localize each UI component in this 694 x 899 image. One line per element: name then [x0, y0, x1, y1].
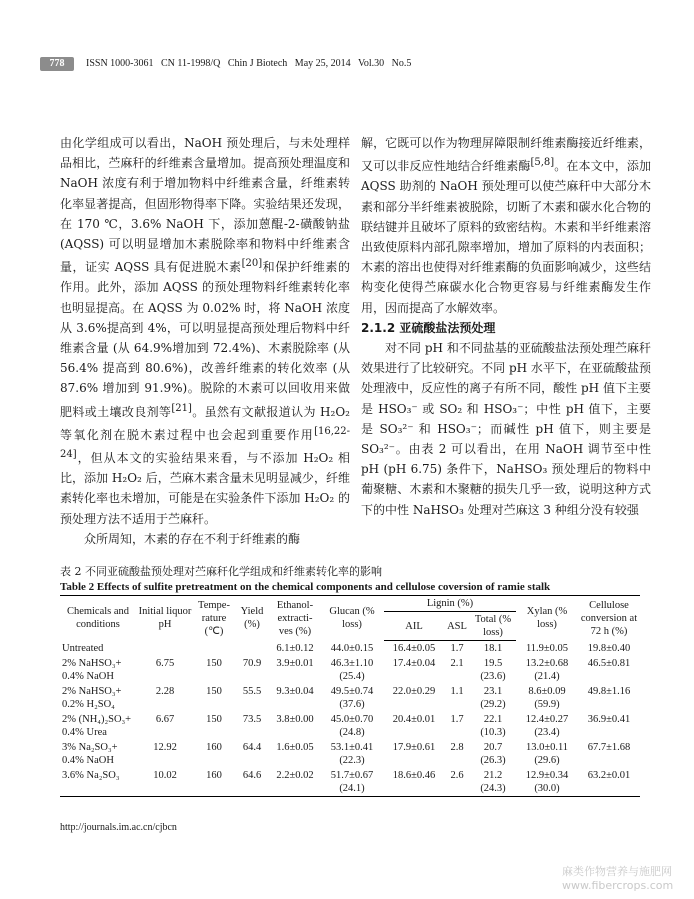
table-caption-en: Table 2 Effects of sulfite pretreatment on the chemical components and cellulose coversion of ramie stalk — [60, 581, 551, 593]
data-table — [60, 595, 640, 797]
header-ail: AIL — [384, 612, 444, 641]
table-row: 2% NaHSO₃+ 0.2% H₂SO₄ 2.28 150 55.5 9.3±0.04 49.5±0.74 (37.6) 22.0±0.29 1.1 23.1 (29.2) 8.6±0.09 (59.9) 49.8±1.16 — [62, 686, 631, 710]
citation[interactable]: [21] — [171, 402, 192, 414]
table-row: 2% (NH₄)₂SO₃+ 0.4% Urea 6.67 150 73.5 3.8±0.00 45.0±0.70 (24.8) 20.4±0.01 1.7 22.1 (10.3) 12.4±0.27 (23.4) 36.9±0.41 — [62, 714, 631, 738]
citation[interactable]: [16,22-24] — [60, 425, 350, 461]
watermark-line-2: www.fibercrops.com — [562, 879, 674, 892]
page-number-badge: 778 — [40, 57, 74, 71]
paragraph-right-1: 解，它既可以作为物理屏障限制纤维素酶接近纤维素，又可以非反应性地结合纤维素酶[5,8]。在本文中，添加 AQSS 助剂的 NaOH 预处理可以使苎麻秆中大部分木素和部分半纤维素被脱除，切断了木素和碳水化合物的联结键并且破坏了原料的致密结构。木素和半纤维素溶出致使原料内部孔隙率增加，增加了原料的内表面积；木素的溶出也使得对纤维素酶的负面影响减少，这些结构变化使得苎麻碳水化合物更容易与纤维素酶发生作用，因而提高了水解效率。 — [361, 136, 651, 315]
header-chemicals: Chemicals and conditions — [60, 596, 136, 641]
table-row: 2% NaHSO₃+ 0.4% NaOH 6.75 150 70.9 3.9±0.01 46.3±1.10 (25.4) 17.4±0.04 2.1 19.5 (23.6) 13.2±0.68 (21.4) 46.5±0.81 — [62, 658, 631, 682]
header-glucan: Glucan (% loss) — [320, 596, 384, 641]
header-yield: Yield (%) — [234, 596, 270, 641]
right-column — [361, 133, 651, 520]
table-row: 3.6% Na₂SO₃ 10.02 160 64.6 2.2±0.02 51.7±0.67 (24.1) 18.6±0.46 2.6 21.2 (24.3) 12.9±0.34 (30.0) 63.2±0.01 — [60, 768, 640, 797]
footer-url-link[interactable]: http://journals.im.ac.cn/cjbcn — [60, 822, 177, 833]
header-lignin: Lignin (%) — [384, 596, 516, 612]
page-header — [40, 57, 660, 71]
header-total: Total (% loss) — [470, 612, 516, 641]
paragraph-left-2: 众所周知，木素的存在不利于纤维素的酶 — [84, 531, 301, 546]
paragraph-right-2: 对不同 pH 和不同盐基的亚硫酸盐法预处理苎麻秆效果进行了比较研究。不同 pH 水平下，在亚硫酸盐预处理液中，反应性的离子有所不同，酸性 pH 值下主要是 HSO₃⁻ 或 SO₂ 和 HSO₃⁻；中性 pH 值下，主要是 SO₃²⁻ 和 HSO₃⁻；而碱性 pH 值下，则主要是 SO₃²⁻。由表 2 可以看出，在用 NaOH 调节至中性 pH (pH 6.75) 条件下，NaHSO₃ 预处理后的物料中葡聚糖、木素和木聚糖的损失几乎一致，说明这种方式下的中性 NaHSO₃ 处理对苎麻这 3 种组分没有较强 — [361, 341, 651, 517]
table-row: 3% Na₂SO₃+ 0.4% NaOH 12.92 160 64.4 1.6±0.05 53.1±0.41 (22.3) 17.9±0.61 2.8 20.7 (26.3) 13.0±0.11 (29.6) 67.7±1.68 — [62, 742, 631, 766]
citation[interactable]: [20] — [241, 258, 263, 270]
left-column — [60, 133, 350, 549]
header-ethanol: Ethanol-extracti-ves (%) — [270, 596, 320, 641]
table-caption-cn: 表 2 不同亚硫酸盐预处理对苎麻秆化学组成和纤维素转化率的影响 — [60, 565, 382, 578]
header-temperature: Tempe-rature (℃) — [194, 596, 234, 641]
header-xylan: Xylan (% loss) — [516, 596, 578, 641]
header-cellulose: Cellulose conversion at 72 h (%) — [578, 596, 640, 641]
watermark — [562, 865, 673, 893]
section-heading: 2.1.2 亚硫酸盐法预处理 — [361, 320, 496, 335]
journal-info: ISSN 1000-3061 CN 11-1998/Q Chin J Biotech May 25, 2014 Vol.30 No.5 — [86, 58, 412, 69]
citation[interactable]: [5,8] — [530, 157, 555, 169]
watermark-line-1: 麻类作物营养与施肥网 — [562, 865, 672, 878]
paragraph-left-1: 由化学组成可以看出，NaOH 预处理后，与未处理样品相比，苎麻秆的纤维素含量增加。提高预处理温度和 NaOH 浓度有利于增加物料中纤维素含量，纤维素转化率显著提高，但固形物得率下降。实验结果还发现，在 170 ℃，3.6% NaOH 下，添加蒽醌-2-磺酸钠盐 (AQSS) 可以明显增加木素脱除率和物料中纤维素含量，证实 AQSS 具有促进脱木素[20]和保护纤维素的作用。此外，添加 AQSS 的预处理物料纤维素转化率也明显提高。在 AQSS 为 0.02% 时，将 NaOH 浓度从 3.6%提高到 4%，可以明显提高预处理后物料中纤维素含量 (从 64.9%增加到 72.4%)、木素脱除率 (从 56.4% 提高到 80.6%)，改善纤维素的转化效率 (从 87.6% 增加到 91.9%)。脱除的木素可以回收用来做肥料或土壤改良剂等[21]。虽然有文献报道认为 H₂O₂ 等氧化剂在脱木素过程中也会起到重要作用[16,22-24]，但从本文的实验结果来看，与不添加 H₂O₂ 相比，添加 H₂O₂ 后，苎麻木素含量未见明显减少，纤维素转化率也未增加，可能是在实验条件下添加 H₂O₂ 的预处理方法不适用于苎麻秆。 — [60, 136, 350, 526]
header-asl: ASL — [444, 612, 470, 641]
header-ph: Initial liquor pH — [136, 596, 194, 641]
table-row: Untreated 6.1±0.12 44.0±0.15 16.4±0.05 1.7 18.1 11.9±0.05 19.8±0.40 — [62, 642, 631, 654]
